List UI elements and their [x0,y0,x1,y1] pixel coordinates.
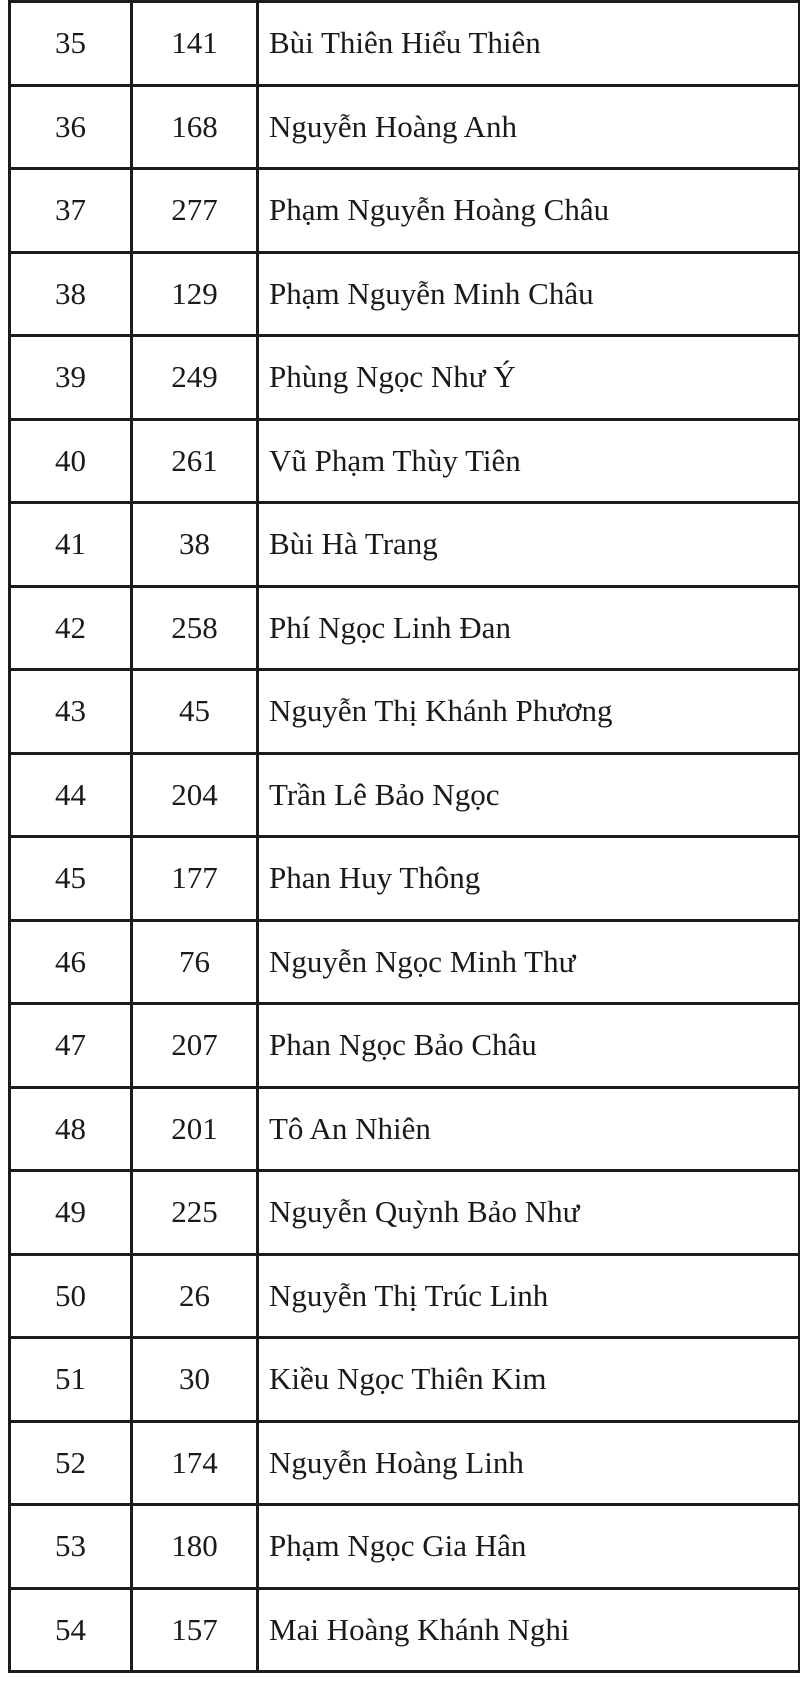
candidate-number: 45 [132,670,258,754]
candidate-number: 180 [132,1505,258,1589]
student-name: Phan Huy Thông [258,837,800,921]
candidate-number: 249 [132,336,258,420]
candidate-number: 201 [132,1087,258,1171]
table-row [10,586,800,670]
candidate-number: 258 [132,586,258,670]
table-row [10,1087,800,1171]
row-number: 35 [10,2,132,86]
table-row [10,336,800,420]
row-number: 49 [10,1171,132,1255]
row-number: 47 [10,1004,132,1088]
table-row [10,1254,800,1338]
candidate-number: 26 [132,1254,258,1338]
table-row [10,85,800,169]
candidate-number: 204 [132,753,258,837]
table-row [10,169,800,253]
row-number: 50 [10,1254,132,1338]
row-number: 39 [10,336,132,420]
candidate-number: 157 [132,1588,258,1672]
candidate-number: 174 [132,1421,258,1505]
row-number: 40 [10,419,132,503]
student-name: Phạm Nguyễn Minh Châu [258,252,800,336]
table-row [10,753,800,837]
student-name: Mai Hoàng Khánh Nghi [258,1588,800,1672]
candidate-number: 277 [132,169,258,253]
student-list-table [8,0,800,1673]
student-name: Phùng Ngọc Như Ý [258,336,800,420]
table-row [10,1588,800,1672]
table-row [10,1171,800,1255]
candidate-number: 76 [132,920,258,1004]
table-row [10,920,800,1004]
student-name: Nguyễn Quỳnh Bảo Như [258,1171,800,1255]
student-name: Nguyễn Hoàng Anh [258,85,800,169]
candidate-number: 38 [132,503,258,587]
row-number: 38 [10,252,132,336]
row-number: 53 [10,1505,132,1589]
row-number: 42 [10,586,132,670]
row-number: 41 [10,503,132,587]
candidate-number: 168 [132,85,258,169]
table-row [10,1421,800,1505]
row-number: 36 [10,85,132,169]
row-number: 44 [10,753,132,837]
student-name: Trần Lê Bảo Ngọc [258,753,800,837]
row-number: 45 [10,837,132,921]
row-number: 51 [10,1338,132,1422]
row-number: 48 [10,1087,132,1171]
student-name: Nguyễn Hoàng Linh [258,1421,800,1505]
candidate-number: 129 [132,252,258,336]
candidate-number: 225 [132,1171,258,1255]
student-name: Nguyễn Ngọc Minh Thư [258,920,800,1004]
table-row [10,419,800,503]
row-number: 46 [10,920,132,1004]
candidate-number: 30 [132,1338,258,1422]
student-name: Phạm Ngọc Gia Hân [258,1505,800,1589]
row-number: 43 [10,670,132,754]
student-name: Bùi Hà Trang [258,503,800,587]
row-number: 37 [10,169,132,253]
candidate-number: 261 [132,419,258,503]
student-name: Bùi Thiên Hiểu Thiên [258,2,800,86]
table-row [10,2,800,86]
table-row [10,1338,800,1422]
student-name: Vũ Phạm Thùy Tiên [258,419,800,503]
candidate-number: 207 [132,1004,258,1088]
student-name: Phan Ngọc Bảo Châu [258,1004,800,1088]
row-number: 54 [10,1588,132,1672]
table-row [10,1505,800,1589]
table-row [10,1004,800,1088]
student-name: Nguyễn Thị Khánh Phương [258,670,800,754]
table-row [10,252,800,336]
table-row [10,670,800,754]
student-name: Tô An Nhiên [258,1087,800,1171]
candidate-number: 141 [132,2,258,86]
student-name: Nguyễn Thị Trúc Linh [258,1254,800,1338]
candidate-number: 177 [132,837,258,921]
table-row [10,837,800,921]
student-name: Phí Ngọc Linh Đan [258,586,800,670]
table-row [10,503,800,587]
student-list-body [10,2,800,1672]
student-name: Kiều Ngọc Thiên Kim [258,1338,800,1422]
student-name: Phạm Nguyễn Hoàng Châu [258,169,800,253]
student-list-table-container [8,0,798,1684]
row-number: 52 [10,1421,132,1505]
